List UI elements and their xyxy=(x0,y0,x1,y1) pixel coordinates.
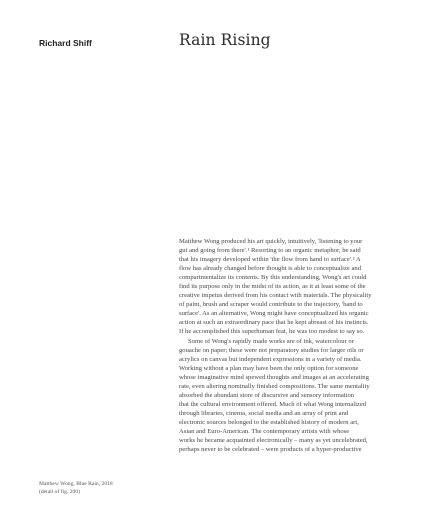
body-line: creative impetus derived from his contact with materials. The physicality xyxy=(179,292,372,300)
body-line: electronic sources belonged to the established history of modern art, xyxy=(179,418,359,426)
body-line: Asian and Euro-American. The contemporary artists with whose xyxy=(179,427,350,435)
body-line: compartmentalize its contents. By this understanding, Wong's art could xyxy=(179,274,367,282)
caption-line: Matthew Wong, Blue Rain, 2018 xyxy=(39,481,113,487)
body-line: whose imaginative mind spewed thoughts and images at an accelerating xyxy=(179,373,369,381)
body-line: flow has already changed before thought is able to conceptualize and xyxy=(179,265,361,273)
body-line: action at such an extraordinary pace that he kept abreast of his instincts. xyxy=(179,319,369,327)
body-line: Some of Wong's rapidly made works are of ink, watercolour or xyxy=(188,337,354,345)
body-line: works he became acquainted electronically – many as yet uncelebrated, xyxy=(179,437,368,445)
body-line: gouache on paper; these were not preparatory studies for larger oils or xyxy=(179,346,364,354)
body-line: Matthew Wong produced his art quickly, intuitively, 'listening to your xyxy=(179,238,363,245)
body-line: acrylics on canvas but independent expressions in a variety of media. xyxy=(179,355,362,363)
body-line: If he accomplished this superhuman feat, he was too modest to say so. xyxy=(179,328,365,336)
figure-caption xyxy=(39,480,113,496)
body-line: that the cultural environment offered. Much of what Wong internalized xyxy=(179,400,367,408)
body-line: absorbed the abundant store of discursive and sensory information xyxy=(179,391,355,399)
body-line: perhaps never to be celebrated – were products of a hyper-productive xyxy=(179,446,362,454)
body-line: that his imagery developed within 'the flow from hand to surface'.² A xyxy=(179,256,361,264)
body-line: find its purpose only in the midst of its action, as it at least some of the xyxy=(179,283,366,291)
body-text xyxy=(179,237,395,454)
caption-line: (detail of fig. 200) xyxy=(39,489,81,496)
chapter-title: Rain Rising xyxy=(179,31,271,49)
body-line: through libraries, cinema, social media and an array of print and xyxy=(179,409,349,417)
body-line: gut and going from there'.¹ Resorting to an organic metaphor, he said xyxy=(179,247,361,255)
body-line: of paint, brush and scraper would contribute to the trajectory, 'hand to xyxy=(179,301,363,309)
body-line: Working without a plan may have been the only option for someone xyxy=(179,364,359,372)
author-name: Richard Shiff xyxy=(39,38,92,48)
body-line: surface'. As an alternative, Wong might have conceptualized his organic xyxy=(179,310,369,318)
body-line: rate, even altering nominally finished compositions. The same mentality xyxy=(179,382,370,390)
